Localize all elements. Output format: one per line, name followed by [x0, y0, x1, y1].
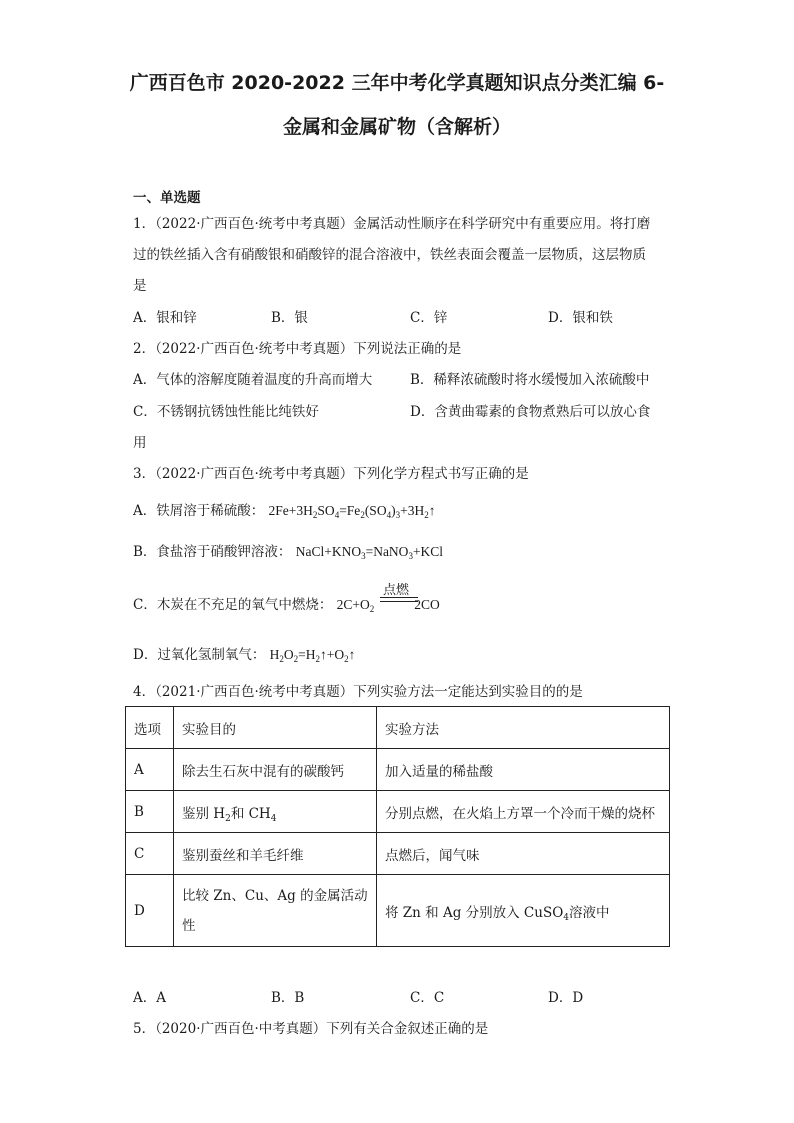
- q1-option-b: B．银: [271, 310, 308, 326]
- q3-option-b-equation: $NaCl+KNO_3=NaNO_3+KCl$: [295, 544, 444, 561]
- q3-option-c-equals-bottom: [380, 601, 418, 602]
- q1-stem-line1: 1．（2022·广西百色·统考中考真题）金属活动性顺序在科学研究中有重要应用。将打磨: [133, 216, 651, 232]
- q1-option-c: C．锌: [410, 310, 448, 326]
- q4-option-d: D．D: [548, 990, 584, 1006]
- q3-option-b: [133, 540, 443, 560]
- q2-option-b: B．稀释浓硫酸时将水缓慢加入浓硫酸中: [410, 372, 650, 388]
- q3-option-d: [133, 643, 355, 663]
- q4-stem: 4．（2021·广西百色·统考中考真题）下列实验方法一定能达到实验目的的是: [133, 684, 583, 700]
- q1-option-a: A．银和锌: [133, 310, 197, 326]
- q2-option-d: D．含黄曲霉素的食物煮熟后可以放心食: [410, 404, 651, 420]
- row-a-purpose: 除去生石灰中混有的碳酸钙: [174, 749, 377, 791]
- table-row: [126, 791, 670, 833]
- q5-stem: 5．（2020·广西百色·中考真题）下列有关合金叙述正确的是: [133, 1021, 489, 1037]
- q3-option-c-condition: 点燃: [383, 583, 410, 598]
- row-c-purpose: 鉴别蚕丝和羊毛纤维: [174, 833, 377, 875]
- table-row: [126, 833, 670, 875]
- q3-option-c-label: C．木炭在不充足的氧气中燃烧：: [133, 597, 333, 613]
- q3-option-b-label: B．食盐溶于硝酸钾溶液：: [133, 544, 292, 560]
- table-row: [126, 875, 670, 947]
- row-d-option: D: [126, 875, 174, 947]
- q4-option-c: C．C: [410, 990, 445, 1006]
- q3-option-a: [133, 499, 435, 519]
- row-b-purpose: 鉴别 $H_2$和 $CH_4$: [174, 791, 377, 833]
- row-c-method: 点燃后，闻气味: [377, 833, 670, 875]
- q3-stem: 3．（2022·广西百色·统考中考真题）下列化学方程式书写正确的是: [133, 466, 529, 482]
- row-d-method: 将 Zn 和 Ag 分别放入 CuSO$_4$溶液中: [377, 875, 670, 947]
- q3-option-a-label: A．铁屑溶于稀硫酸：: [133, 503, 265, 519]
- q1-stem-line3: 是: [133, 278, 147, 294]
- row-b-method: 分别点燃，在火焰上方罩一个冷而干燥的烧杯: [377, 791, 670, 833]
- q3-option-a-equation: $2Fe+3H_2SO_4=Fe_2(SO_4)_3+3H_2↑$: [268, 503, 436, 520]
- q1-stem-line2: 过的铁丝插入含有硝酸银和硝酸锌的混合溶液中，铁丝表面会覆盖一层物质，这层物质: [133, 247, 646, 263]
- q3-option-c-equals-top: [380, 597, 418, 598]
- header-option: 选项: [126, 707, 174, 749]
- q2-option-c: C．不锈钢抗锈蚀性能比纯铁好: [133, 404, 319, 420]
- row-d-purpose: 比较 Zn、Cu、Ag 的金属活动 性: [174, 875, 377, 947]
- q2-stem: 2．（2022·广西百色·统考中考真题）下列说法正确的是: [133, 341, 462, 357]
- q2-option-a: A．气体的溶解度随着温度的升高而增大: [133, 372, 373, 388]
- row-c-option: C: [126, 833, 174, 875]
- q3-option-d-label: D．过氧化氢制氧气：: [133, 647, 266, 663]
- row-b-option: B: [126, 791, 174, 833]
- q4-table: [125, 706, 670, 947]
- table-row: [126, 749, 670, 791]
- q3-option-c-equation: $2C+O_2$ 2CO: [336, 597, 440, 614]
- document-title-line1: 广西百色市 2020-2022 三年中考化学真题知识点分类汇编 6-: [129, 72, 665, 94]
- q2-option-d-continued: 用: [133, 435, 147, 451]
- q1-option-d: D．银和铁: [548, 310, 613, 326]
- row-a-method: 加入适量的稀盐酸: [377, 749, 670, 791]
- row-a-option: A: [126, 749, 174, 791]
- q3-option-d-equation: $H_2O_2=H_2↑+O_2↑$: [269, 647, 356, 664]
- document-title-line2: 金属和金属矿物（含解析）: [282, 116, 511, 138]
- q4-option-b: B．B: [271, 990, 305, 1006]
- table-header-row: [126, 707, 670, 749]
- header-purpose: 实验目的: [174, 707, 377, 749]
- q4-option-a: A．A: [133, 990, 166, 1006]
- section-heading: 一、单选题: [133, 190, 201, 206]
- header-method: 实验方法: [377, 707, 670, 749]
